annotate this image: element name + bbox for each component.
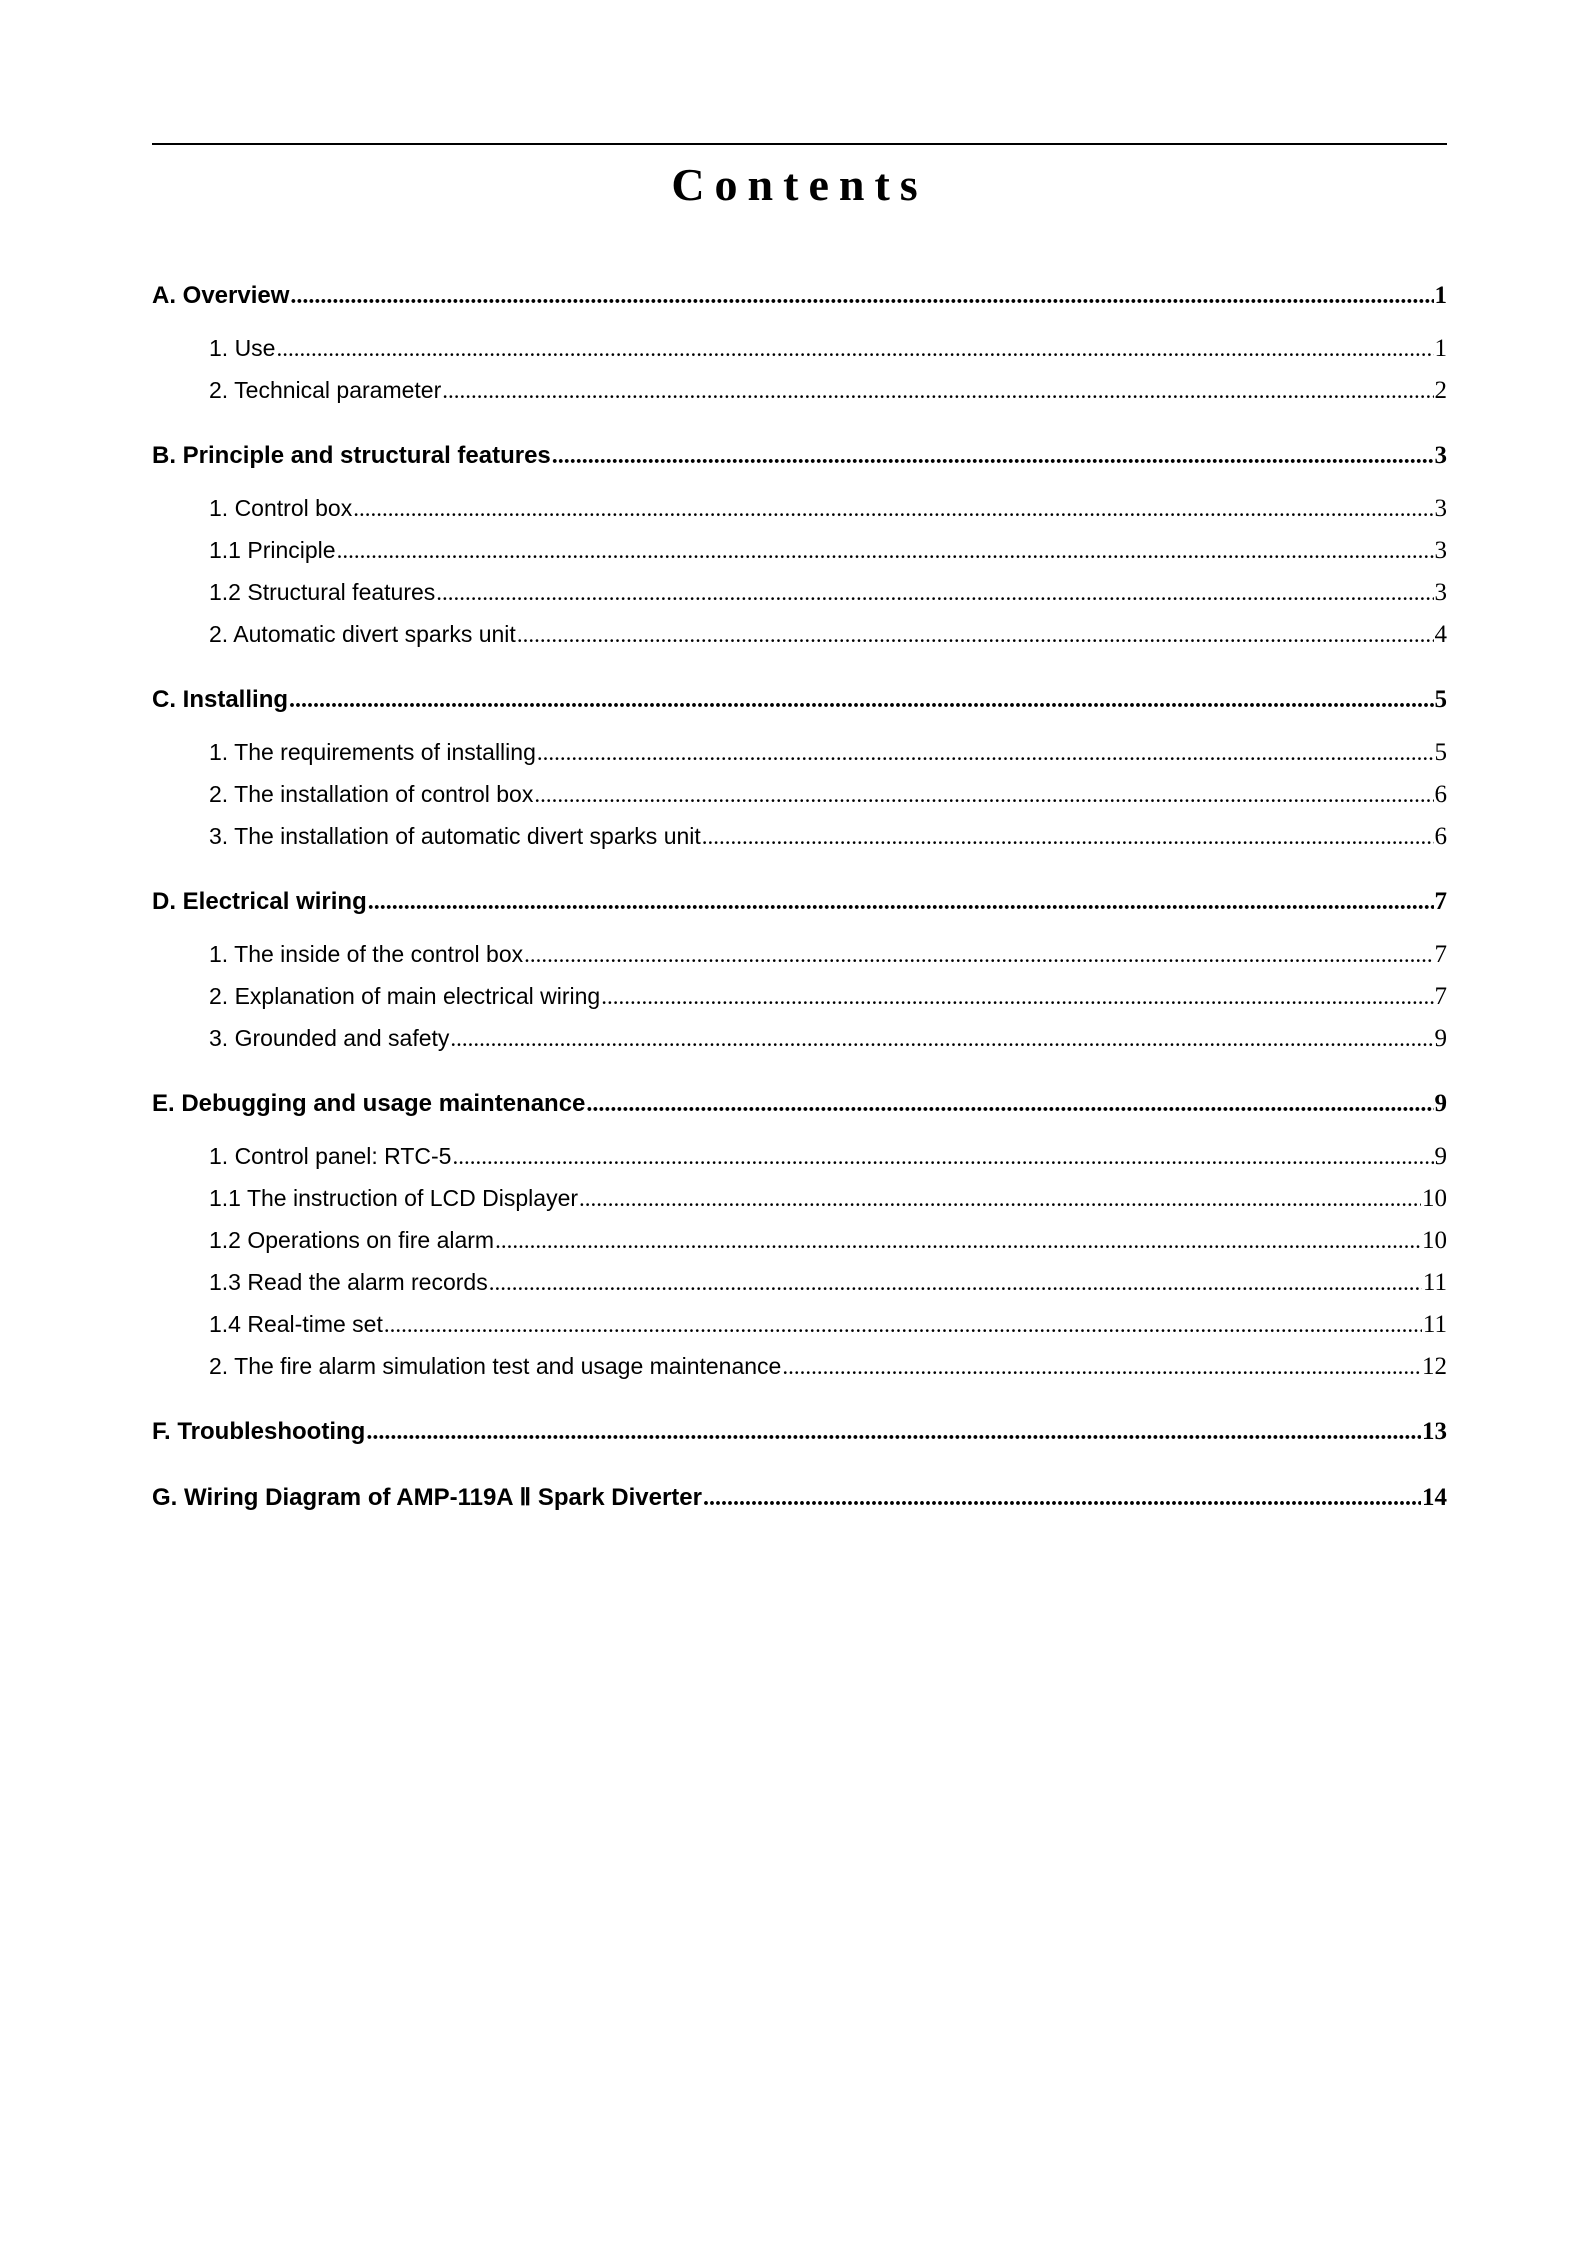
table-of-contents [152, 275, 1447, 1519]
dot-leader [702, 816, 1434, 858]
toc-item[interactable] [152, 529, 1447, 571]
toc-item-label: 1.4 Real-time set [209, 1311, 383, 1337]
toc-page-number: 11 [1422, 1311, 1447, 1338]
dot-leader [368, 881, 1434, 923]
dot-leader [442, 370, 1433, 412]
toc-heading-troubleshooting[interactable] [152, 1411, 1447, 1453]
toc-heading-label: B. Principle and structural features [152, 442, 551, 469]
toc-heading-label: G. Wiring Diagram of AMP-119A Ⅱ Spark Diverter [152, 1484, 702, 1511]
toc-item-label: 2. The fire alarm simulation test and usage maintenance [209, 1353, 782, 1379]
toc-page-number: 12 [1422, 1353, 1447, 1380]
toc-page-number: 10 [1422, 1185, 1447, 1212]
toc-page-number: 6 [1434, 823, 1447, 850]
toc-page-number: 14 [1422, 1484, 1447, 1511]
toc-item[interactable] [152, 487, 1447, 529]
toc-section-g [152, 1477, 1447, 1519]
toc-page-number: 11 [1422, 1269, 1447, 1296]
toc-item-label: 1. The inside of the control box [209, 941, 524, 967]
toc-page-number: 9 [1434, 1143, 1447, 1170]
toc-item-label: 1. Use [209, 335, 276, 361]
toc-page-number: 9 [1434, 1090, 1447, 1117]
dot-leader [534, 774, 1433, 816]
toc-heading-label: F. Troubleshooting [152, 1418, 366, 1445]
header-rule [152, 143, 1447, 145]
toc-item-label: 1. The requirements of installing [209, 739, 536, 765]
toc-section-a [152, 275, 1447, 411]
toc-section-b [152, 435, 1447, 655]
dot-leader [517, 614, 1434, 656]
toc-item[interactable] [152, 571, 1447, 613]
dot-leader [290, 275, 1433, 317]
toc-page-number: 3 [1434, 495, 1447, 522]
toc-item[interactable] [152, 327, 1447, 369]
toc-heading-debugging[interactable] [152, 1083, 1447, 1125]
toc-section-c [152, 679, 1447, 857]
dot-leader [537, 732, 1434, 774]
toc-heading-label: D. Electrical wiring [152, 888, 367, 915]
toc-item-label: 2. Technical parameter [209, 377, 442, 403]
dot-leader [782, 1346, 1421, 1388]
dot-leader [289, 679, 1433, 721]
toc-item-label: 1. Control panel: RTC-5 [209, 1143, 452, 1169]
toc-item[interactable] [152, 975, 1447, 1017]
toc-heading-principle[interactable] [152, 435, 1447, 477]
toc-section-e [152, 1083, 1447, 1387]
dot-leader [524, 934, 1433, 976]
toc-item[interactable] [152, 1261, 1447, 1303]
toc-item-label: 3. Grounded and safety [209, 1025, 450, 1051]
toc-item-label: 1.1 The instruction of LCD Displayer [209, 1185, 579, 1211]
toc-page-number: 3 [1434, 579, 1447, 606]
toc-page-number: 5 [1434, 686, 1447, 713]
toc-heading-installing[interactable] [152, 679, 1447, 721]
dot-leader [601, 976, 1433, 1018]
toc-page-number: 3 [1434, 537, 1447, 564]
toc-item[interactable] [152, 1219, 1447, 1261]
toc-page-number: 10 [1422, 1227, 1447, 1254]
toc-item-label: 2. The installation of control box [209, 781, 534, 807]
toc-item-label: 1.2 Operations on fire alarm [209, 1227, 495, 1253]
toc-page-number: 1 [1434, 282, 1447, 309]
toc-item[interactable] [152, 369, 1447, 411]
page-title: Contents [671, 159, 928, 210]
toc-section-f [152, 1411, 1447, 1453]
toc-item[interactable] [152, 1135, 1447, 1177]
toc-page-number: 13 [1422, 1418, 1447, 1445]
dot-leader [366, 1411, 1421, 1453]
toc-item[interactable] [152, 815, 1447, 857]
toc-page-number: 2 [1434, 377, 1447, 404]
toc-item-label: 2. Explanation of main electrical wiring [209, 983, 601, 1009]
toc-item-label: 1.2 Structural features [209, 579, 436, 605]
toc-item-label: 2. Automatic divert sparks unit [209, 621, 516, 647]
toc-page-number: 9 [1434, 1025, 1447, 1052]
toc-item[interactable] [152, 1303, 1447, 1345]
toc-page-number: 7 [1434, 941, 1447, 968]
dot-leader [586, 1083, 1433, 1125]
toc-page-number: 1 [1434, 335, 1447, 362]
toc-item-label: 1.3 Read the alarm records [209, 1269, 488, 1295]
toc-heading-label: C. Installing [152, 686, 289, 713]
toc-heading-label: E. Debugging and usage maintenance [152, 1090, 586, 1117]
dot-leader [495, 1220, 1421, 1262]
toc-item[interactable] [152, 1345, 1447, 1387]
dot-leader [436, 572, 1433, 614]
toc-section-d [152, 881, 1447, 1059]
dot-leader [276, 328, 1433, 370]
toc-heading-overview[interactable] [152, 275, 1447, 317]
toc-item-label: 3. The installation of automatic divert sparks unit [209, 823, 701, 849]
dot-leader [552, 435, 1434, 477]
dot-leader [353, 488, 1433, 530]
toc-item[interactable] [152, 933, 1447, 975]
dot-leader [489, 1262, 1422, 1304]
dot-leader [337, 530, 1434, 572]
toc-item[interactable] [152, 731, 1447, 773]
toc-page-number: 4 [1434, 621, 1447, 648]
toc-item[interactable] [152, 1017, 1447, 1059]
toc-item-label: 1. Control box [209, 495, 353, 521]
toc-page-number: 5 [1434, 739, 1447, 766]
toc-page-number: 3 [1434, 442, 1447, 469]
toc-page-number: 7 [1434, 983, 1447, 1010]
dot-leader [579, 1178, 1421, 1220]
toc-item[interactable] [152, 613, 1447, 655]
toc-page-number: 6 [1434, 781, 1447, 808]
toc-heading-electrical-wiring[interactable] [152, 881, 1447, 923]
dot-leader [384, 1304, 1422, 1346]
document-page [152, 143, 1447, 1543]
dot-leader [703, 1477, 1421, 1519]
dot-leader [452, 1136, 1433, 1178]
toc-heading-label: A. Overview [152, 282, 290, 309]
toc-item[interactable] [152, 773, 1447, 815]
dot-leader [450, 1018, 1433, 1060]
toc-heading-wiring-diagram[interactable] [152, 1477, 1447, 1519]
toc-item-label: 1.1 Principle [209, 537, 336, 563]
toc-item[interactable] [152, 1177, 1447, 1219]
toc-page-number: 7 [1434, 888, 1447, 915]
